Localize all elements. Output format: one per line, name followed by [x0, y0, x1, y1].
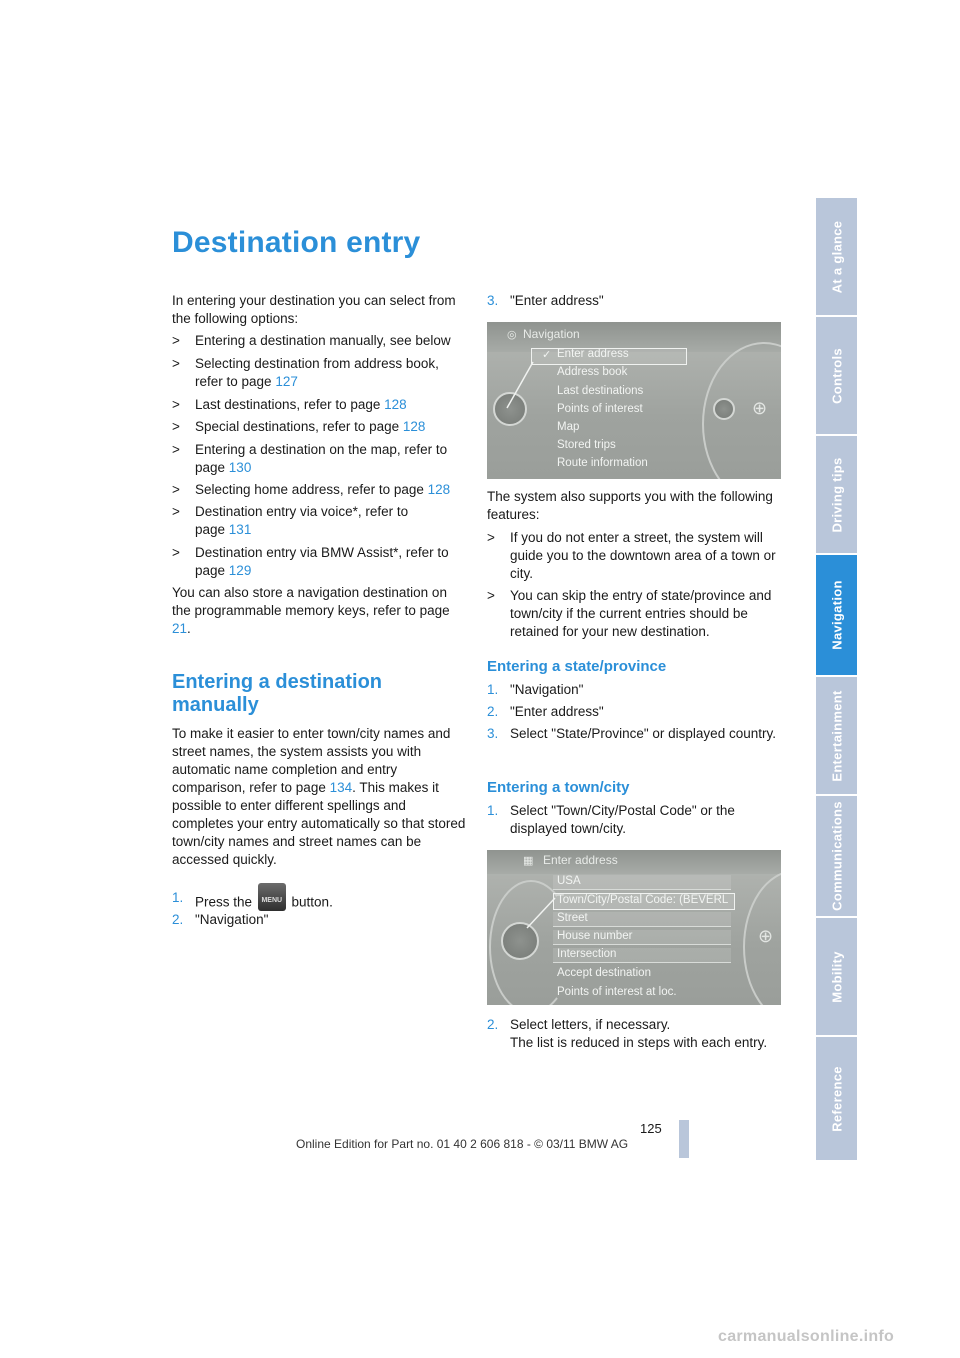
watermark: carmanualsonline.info: [718, 1328, 895, 1345]
page-link[interactable]: 134: [329, 780, 353, 795]
step-item: 2. "Navigation": [172, 912, 269, 927]
tab-communications[interactable]: Communications: [816, 796, 857, 918]
screen-item: Map: [557, 421, 580, 433]
page-number: 125: [640, 1121, 662, 1136]
screen-item: Points of interest: [557, 403, 643, 415]
list-item: > Destination entry via voice*, refer to page 131: [172, 504, 409, 537]
screen-title: Enter address: [543, 853, 618, 867]
features-intro: The system also supports you with the following features:: [487, 489, 773, 522]
screen-title: Navigation: [523, 327, 580, 341]
pointer-line-icon: [505, 360, 535, 410]
step-item: 1. Press the MENU button.: [172, 889, 466, 917]
page-link[interactable]: 131: [228, 522, 252, 537]
edition-note: Online Edition for Part no. 01 40 2 606 818 - © 03/11 BMW AG: [296, 1137, 629, 1151]
screen-item: Street: [557, 912, 588, 924]
screen-item: Last destinations: [557, 385, 644, 397]
tab-reference[interactable]: Reference: [816, 1037, 857, 1162]
list-item: > You can skip the entry of state/province and town/city if the current entries should be retained for your new destination.: [487, 588, 772, 639]
step-item: 3. "Enter address": [487, 293, 604, 308]
plus-icon: ⊕: [752, 398, 768, 418]
step-item: 3. Select "State/Province" or displayed country.: [487, 726, 776, 741]
screen-item: Enter address: [557, 348, 629, 360]
section-heading-state: Entering a state/province: [487, 658, 667, 675]
step-item: 2. Select letters, if necessary. The list is reduced in steps with each entry.: [487, 1017, 768, 1050]
footer-accent-bar: [679, 1120, 689, 1158]
tab-navigation[interactable]: Navigation: [816, 555, 857, 677]
screen-item: House number: [557, 930, 633, 942]
tab-at-a-glance[interactable]: At a glance: [816, 198, 857, 317]
tab-controls[interactable]: Controls: [816, 317, 857, 436]
tab-entertainment[interactable]: Entertainment: [816, 677, 857, 796]
page-title: Destination entry: [172, 226, 421, 259]
screen-item: Accept destination: [557, 967, 651, 979]
page-link[interactable]: 21: [172, 621, 188, 636]
section-heading-manual: Entering a destination manually: [172, 671, 383, 716]
screen-nav-icon: ◎: [507, 329, 517, 341]
menu-button-icon: MENU: [258, 883, 286, 911]
list-item: > Destination entry via BMW Assist*, refer to page 129: [172, 545, 449, 578]
list-item: > If you do not enter a street, the system will guide you to the downtown area of a town or city.: [487, 530, 776, 581]
tab-mobility[interactable]: Mobility: [816, 918, 857, 1037]
screen-item: Intersection: [557, 948, 617, 960]
step-item: 1. "Navigation": [487, 682, 584, 697]
plus-icon: ⊕: [758, 926, 774, 946]
manual-body: To make it easier to enter town/city names and street names, the system assists you with automatic name completion and entry comparison, refer to page 134. This makes it possible to enter different spellings and completes your entry automatically so that stored town/city names and street names can be accessed quickly.: [172, 726, 466, 867]
zoom-knob-icon: [713, 398, 735, 420]
section-heading-town: Entering a town/city: [487, 779, 630, 796]
screen-item: Address book: [557, 366, 628, 378]
list-item: > Entering a destination manually, see below: [172, 333, 451, 348]
screen-item: Points of interest at loc.: [557, 986, 677, 998]
screen-item: Route information: [557, 457, 648, 469]
page-link[interactable]: 128: [427, 482, 451, 497]
list-item: > Entering a destination on the map, refer to page 130: [172, 442, 448, 475]
memory-keys-text: You can also store a navigation destination on the programmable memory keys, refer to page 21.: [172, 585, 450, 636]
step-item: 2. "Enter address": [487, 704, 604, 719]
list-item: > Special destinations, refer to page 128: [172, 419, 426, 434]
intro-text: In entering your destination you can select from the following options:: [172, 293, 456, 326]
enter-address-screenshot: [487, 850, 781, 1005]
screen-item: Stored trips: [557, 439, 616, 451]
list-item: > Selecting destination from address book, refer to page 127: [172, 356, 439, 389]
page-link[interactable]: 127: [275, 374, 298, 389]
list-item: > Last destinations, refer to page 128: [172, 397, 407, 412]
page-link[interactable]: 128: [402, 419, 426, 434]
page-link[interactable]: 129: [228, 563, 252, 578]
tab-driving-tips[interactable]: Driving tips: [816, 436, 857, 555]
step-item: 1. Select "Town/City/Postal Code" or the displayed town/city.: [487, 803, 735, 836]
page-link[interactable]: 130: [228, 460, 252, 475]
navigation-menu-screenshot: [487, 322, 781, 479]
screen-item: USA: [557, 875, 581, 887]
page-link[interactable]: 128: [384, 397, 407, 412]
list-item: > Selecting home address, refer to page 128: [172, 482, 451, 497]
screen-address-icon: ▦: [523, 855, 534, 867]
screen-item: Town/City/Postal Code: (BEVERL: [557, 894, 729, 906]
screen-check-icon: ✓: [542, 349, 552, 361]
